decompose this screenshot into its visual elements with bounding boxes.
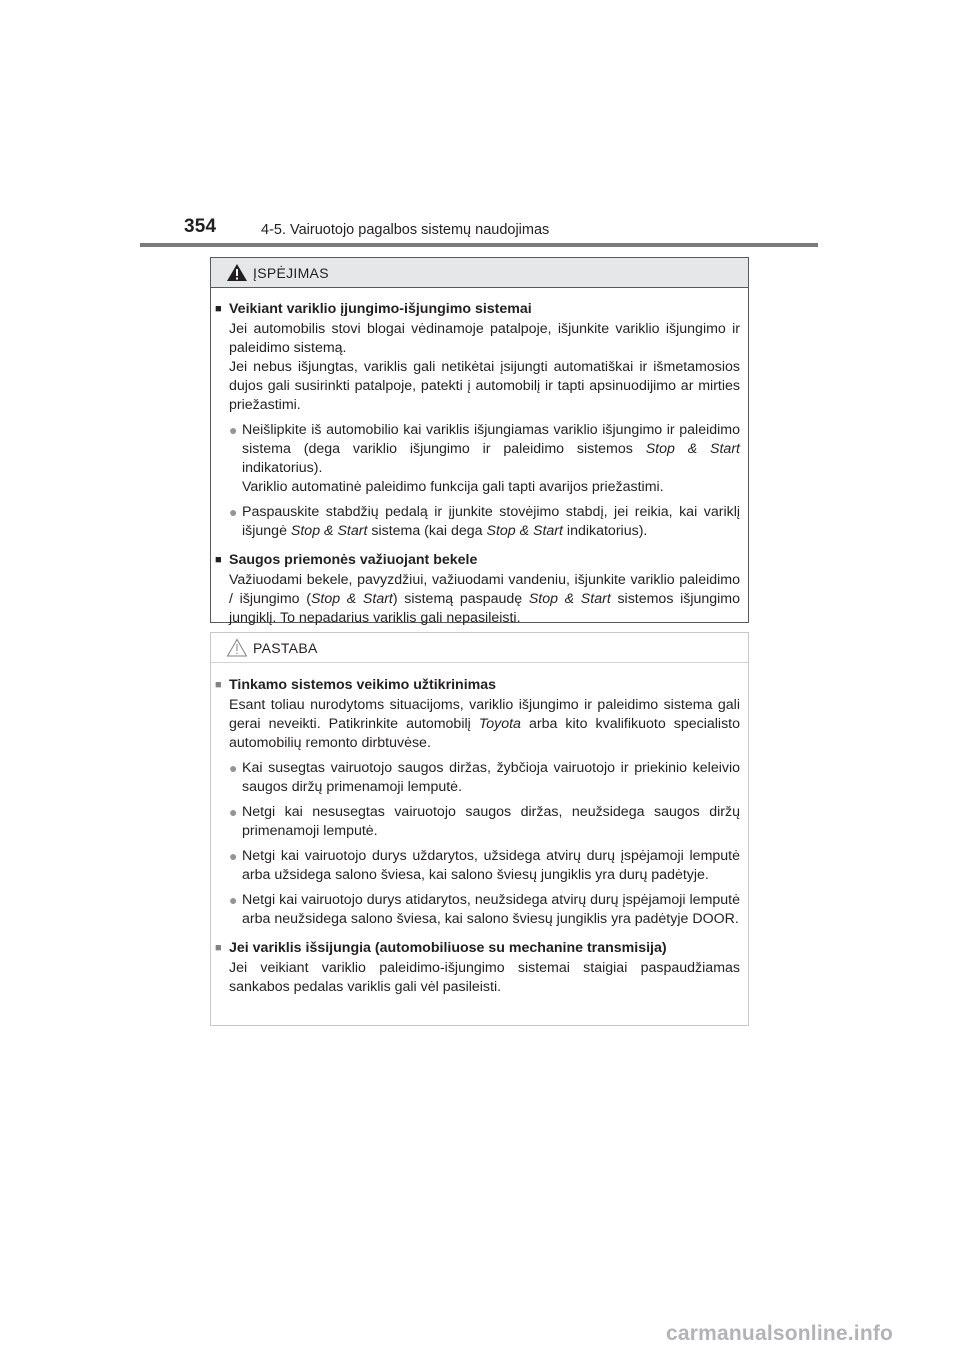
section-title: 4-5. Vairuotojo pagalbos sistemų naudojimas <box>261 222 550 238</box>
watermark: carmanualsonline.info <box>666 1322 894 1345</box>
warning-box-body <box>211 288 748 628</box>
note-section <box>215 939 740 997</box>
bullet-dot-icon: ● <box>229 504 238 520</box>
paragraph: Esant toliau nurodytoms situacijoms, variklio išjungimo ir paleidimo sistema gali gerai neveikti. Patikrinkite automobilį Toyota arba kito kvalifikuoto specialisto automobilių remonto dirbtuvėse. <box>229 697 740 751</box>
list-item: ● Neišlipkite iš automobilio kai variklis išjungiamas variklio išjungimo ir paleidimo sistema (dega variklio išjungimo ir paleidimo sistemos Stop & Start indikatorius). Variklio automatinė paleidimo funkcija gali tapti avarijos priežastimi. <box>229 422 740 495</box>
bullet-dot-icon: ● <box>229 804 238 820</box>
section-heading: ■ Tinkamo sistemos veikimo užtikrinimas <box>215 677 497 693</box>
list-item: ● Netgi kai nesusegtas vairuotojo saugos diržas, neužsidega saugos diržų primenamoji lemputė. <box>229 804 740 839</box>
square-bullet-icon: ■ <box>215 554 222 566</box>
section-heading: ■ Veikiant variklio įjungimo-išjungimo sistemai <box>215 301 532 317</box>
bullet-dot-icon: ● <box>229 422 238 438</box>
warning-section <box>215 300 740 541</box>
warning-box-header <box>211 258 748 288</box>
square-bullet-icon: ■ <box>215 679 222 691</box>
section-heading: ■ Jei variklis išsijungia (automobiliuose su mechanine transmisija) <box>215 940 667 956</box>
list-item: ● Netgi kai vairuotojo durys atidarytos, neužsidega atvirų durų įspėjamoji lemputė arba neužsidega salono šviesa, kai salono šviesų jungiklis yra padėtyje DOOR. <box>229 892 740 927</box>
warning-section <box>215 551 740 628</box>
bullet-dot-icon: ● <box>229 848 238 864</box>
section-heading: ■ Saugos priemonės važiuojant bekele <box>215 552 478 568</box>
paragraph: Važiuodami bekele, pavyzdžiui, važiuodami vandeniu, išjunkite variklio paleidimo / išjungimo (Stop & Start) sistemą paspaudę Stop & Start sistemos išjungimo jungiklį. To nepadarius variklis gali nepasileisti. <box>229 572 741 626</box>
paragraph: Jei automobilis stovi blogai vėdinamoje patalpoje, išjunkite variklio išjungimo ir paleidimo sistemą. Jei nebus išjungtas, variklis gali netikėtai įsijungti automatiškai ir išmetamosios dujos gali susirinkti patalpoje, patekti į automobilį ir tapti apsinuodijimo ar mirties priežastimi. <box>229 321 740 413</box>
square-bullet-icon: ■ <box>215 942 222 954</box>
note-box-label: PASTABA <box>253 640 318 656</box>
note-box <box>210 632 749 1026</box>
square-bullet-icon: ■ <box>215 303 222 315</box>
list-item: ● Netgi kai vairuotojo durys uždarytos, užsidega atvirų durų įspėjamoji lemputė arba užsidega salono šviesa, kai salono šviesų jungiklis yra durų padėtyje. <box>229 848 740 883</box>
paragraph: Jei veikiant variklio paleidimo-išjungimo sistemai staigiai paspaudžiamas sankabos pedalas variklis gali vėl pasileisti. <box>229 960 740 995</box>
header-rule <box>140 243 818 247</box>
note-box-header <box>211 633 748 663</box>
list-item: ● Kai susegtas vairuotojo saugos diržas, žybčioja vairuotojo ir priekinio keleivio saugos diržų primenamoji lemputė. <box>229 760 740 795</box>
page-number: 354 <box>184 216 217 237</box>
warning-box-label: ĮSPĖJIMAS <box>253 265 329 281</box>
note-box-body <box>211 663 748 997</box>
note-section <box>215 676 740 929</box>
bullet-dot-icon: ● <box>229 760 238 776</box>
list-item: ● Paspauskite stabdžių pedalą ir įjunkite stovėjimo stabdį, jei reikia, kai variklį išjungė Stop & Start sistema (kai dega Stop & Start indikatorius). <box>229 504 740 539</box>
caution-triangle-outline-icon <box>226 638 248 657</box>
warning-box <box>210 257 749 626</box>
warning-triangle-icon <box>226 263 248 282</box>
bullet-dot-icon: ● <box>229 892 238 908</box>
